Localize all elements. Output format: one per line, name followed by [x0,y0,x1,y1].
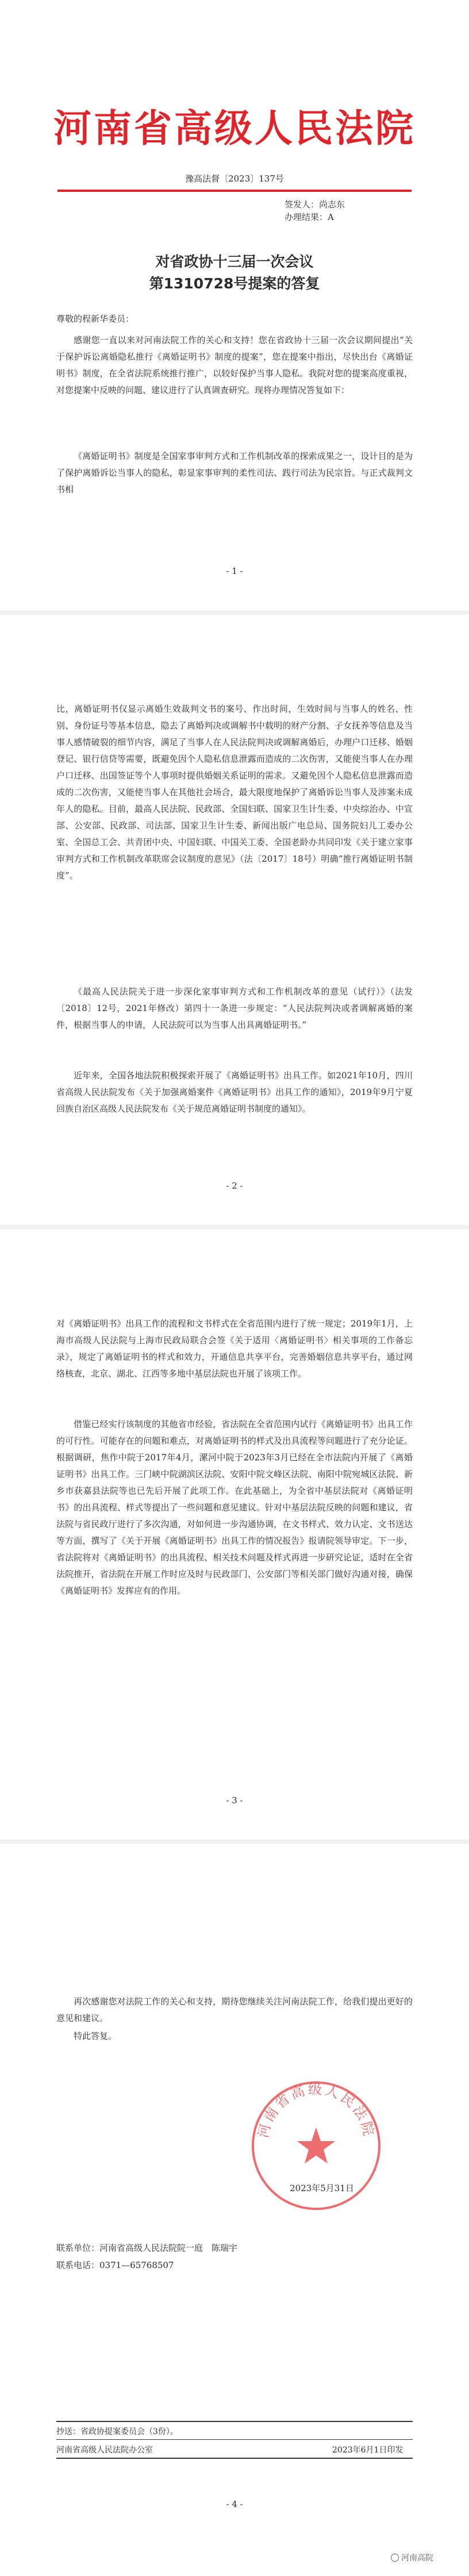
page-gap [0,1225,469,1229]
red-separator-line [57,190,412,192]
closing-remark: 特此答复。 [74,2031,117,2041]
body-paragraph: 比，离婚证明书仅显示离婚生效裁判文书的案号、作出时间，生效时间与当事人的姓名、性别、身份证号等基本信息，隐去了离婚判决或调解书中载明的财产分割、子女抚养等信息及当事人感情破裂的细节内容，满足了当事人在人民法院判决或调解离婚后，办理户口迁移、婚姻登记、银行信贷等需要，既避免因个人隐私信息泄露而造成的二次伤害，又能使当事人在办理户口迁移、出国签证等个人事项时提供婚姻关系证明的需求。又避免因个人隐私信息泄露而造成的二次伤害，又能使当事人在其他社会场合，最大限度地保护了离婚诉讼当事人及涉案未成年人的隐私。目前，最高人民法院、民政部、全国妇联、国家卫生计生委、中央综治办、中宣部、公安部、民政部、司法部、国家卫生计生委、新闻出版广电总局、国务院妇儿工委办公室、全国总工会、共青团中央、中国妇联、中国关工委、全国老龄办共同印发《关于建立家事审判方式和工作机制改革联席会议制度的意见》（法〔2017〕18号）明确“推行离婚证明书制度”。 [56,704,413,881]
watermark [391,2552,433,2563]
salutation: 尊敬的程新华委员： [56,314,134,324]
page-number: - 2 - [226,1181,243,1191]
body-paragraph: 感谢您一直以来对河南法院工作的关心和支持！您在省政协十三届一次会议期间提出“关于保护诉讼离婚隐私推行《离婚证明书》制度的提案”，您在提案中指出，尽快出台《离婚证明书》制度，在全省法院系统推行推广，以较好保护当事人隐私。我院对您的提案高度重视，对您提案中反映的问题、建议进行了认真调查研究。现将办理情况答复如下： [56,335,413,395]
body-paragraph: 借鉴已经实行该制度的其他省市经验，省法院在全省范围内试行《离婚证明书》出具工作的可行性。可能存在的问题和难点，对离婚证明书的样式及出具流程等问题进行了充分论证。根据调研，焦作中院于2017年4月，漯河中院于2023年3月已经在全市法院内开展了《离婚证明书》出具工作。三门峡中院湖滨区法院、安阳中院文峰区法院、南阳中院宛城区法院、新乡市获嘉县法院等也已先后开展了此项工作。在此基础上，为全省中基层法院对《离婚证明书》的出具流程、样式等提出了一些问题和意见建议。针对中基层法院反映的问题和建议，省法院与省民政厅进行了多次沟通，对如何进一步沟通协调，在文书样式、效力认定、文书送达等方面，撰写了《关于开展《离婚证明书》出具工作的情况报告》报请院领导审定。下一步，省法院将对《离婚证明书》的出具流程、相关技术问题及样式再进一步研究论证，适时在全省法院推开，省法院在开展工作时应及时与民政部门、公安部门等相关部门做好沟通对接，确保《离婚证明书》发挥应有的作用。 [56,1419,413,1596]
page-number: - 1 - [226,566,243,576]
page-number: - 4 - [226,2499,243,2509]
print-date: 2023年6月1日印发 [332,2446,403,2455]
handling-result: 办理结果：A [285,212,334,222]
contact-phone: 联系电话：0371—65768507 [56,2260,174,2270]
page-1 [0,0,469,610]
footer-rule [56,2421,413,2422]
body-paragraph: 再次感谢您对法院工作的关心和支持，期待您继续关注河南法院工作，给我们提出更好的意见和建议。 [56,1996,413,2023]
page-2 [0,615,469,1225]
body-paragraph: 《离婚证明书》制度是全国家事审判方式和工作机制改革的探索成果之一，设计目的是为了保护离婚诉讼当事人的隐私，彰显家事审判的柔性司法、践行司法为民宗旨。与正式裁判文书相 [56,451,413,495]
body-paragraph: 对《离婚证明书》出具工作的流程和文书样式在全省范围内进行了统一规定；2019年1月，上海市高级人民法院与上海市民政局联合会签《关于适用〈离婚证明书〉相关事项的工作备忘录》，规定了离婚证明书的样式和效力，开通信息共享平台，完善婚姻信息共享平台，通过网络核查，北京、湖北、江西等多地中基层法院也开展了该项工作。 [56,1318,413,1379]
page-number: - 3 - [226,1795,243,1806]
weibo-icon [391,2554,399,2562]
document-title-line-1: 对省政协十三届一次会议 [155,253,314,270]
cc-line: 抄送：省政协提案委员会（3份）。 [56,2427,178,2436]
contact-unit: 联系单位：河南省高级人民法院院一庭 陈瑞宇 [56,2243,238,2253]
page-gap [0,610,469,615]
document-number: 豫高法督〔2023〕137号 [185,173,284,184]
issuing-office: 河南省高级人民法院办公室 [56,2446,153,2455]
watermark-text: 河南高院 [401,2554,433,2563]
footer-rule [56,2439,413,2440]
body-paragraph: 近年来，全国各地法院积极探索开展了《离婚证明书》出具工作。如2021年10月，四川省高级人民法院发布《关于加强离婚案件《离婚证明书》出具工作的通知》，2019年9月宁夏回族自治区高级人民法院发布《关于规范离婚证明书制度的通知》。 [56,1070,413,1114]
official-seal [247,2077,385,2215]
svg-text:河南省高级人民法院: 河南省高级人民法院 [255,2081,378,2140]
page-4 [0,1844,469,2576]
seal-date: 2023年5月31日 [290,2183,354,2193]
document-title-line-2: 第1310728号提案的答复 [149,275,320,292]
signer: 签发人：尚志东 [285,199,345,210]
document-masthead: 河南省高级人民法院 [53,106,416,151]
body-paragraph: 《最高人民法院关于进一步深化家事审判方式和工作机制改革的意见（试行）》（法发〔2018〕12号，2021年修改）第四十一条进一步规定：“人民法院判决或者调解离婚的案件，根据当事人的申请，人民法院可以为当事人出具离婚证明书。” [56,986,413,1030]
page-gap [0,1840,469,1844]
page-3 [0,1229,469,1840]
footer-rule [56,2458,413,2459]
